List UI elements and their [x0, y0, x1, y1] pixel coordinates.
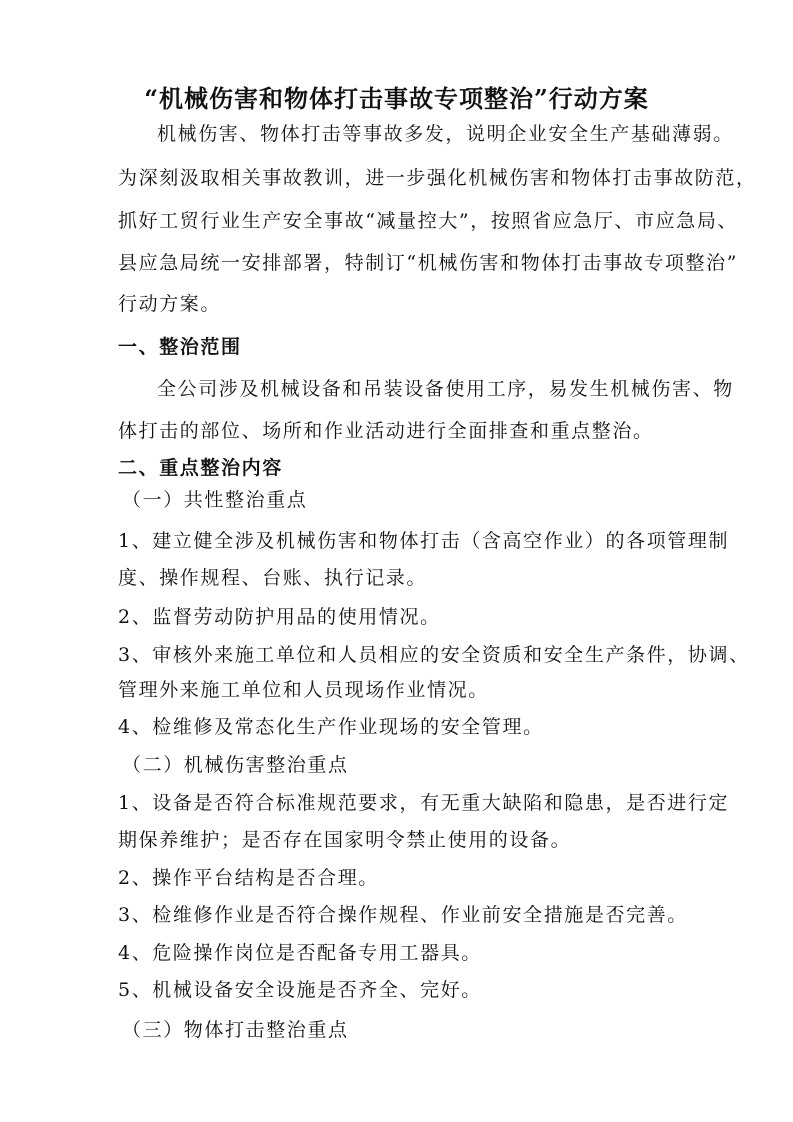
body-line: 管理外来施工单位和人员现场作业情况。: [118, 679, 489, 701]
body-line: 3、检维修作业是否符合操作规程、作业前安全措施是否完善。: [118, 904, 688, 926]
intro-line: 行动方案。: [118, 293, 222, 315]
body-line: 2、监督劳动防护用品的使用情况。: [118, 606, 441, 628]
subsection-heading: （一）共性整治重点: [122, 489, 308, 511]
body-line: 期保养维护；是否存在国家明令禁止使用的设备。: [118, 829, 572, 851]
body-line: 4、危险操作岗位是否配备专用工器具。: [118, 942, 482, 964]
body-line: 5、机械设备安全设施是否齐全、完好。: [118, 979, 482, 1001]
body-line: 度、操作规程、台账、执行记录。: [118, 567, 428, 589]
intro-line: 抓好工贸行业生产安全事故“减量控大”，按照省应急厅、市应急局、: [118, 210, 739, 232]
section-heading: 二、重点整治内容: [118, 457, 283, 479]
intro-line: 为深刻汲取相关事故教训，进一步强化机械伤害和物体打击事故防范，: [118, 167, 757, 189]
body-line: 2、操作平台结构是否合理。: [118, 867, 379, 889]
subsection-heading: （三）物体打击整治重点: [122, 1019, 349, 1041]
intro-line: 县应急局统一安排部署，特制订“机械伤害和物体打击事故专项整治”: [118, 252, 739, 274]
body-line: 体打击的部位、场所和作业活动进行全面排查和重点整治。: [118, 420, 654, 442]
body-line: 4、检维修及常态化生产作业现场的安全管理。: [118, 716, 544, 738]
subsection-heading: （二）机械伤害整治重点: [122, 754, 349, 776]
intro-line: 机械伤害、物体打击等事故多发，说明企业安全生产基础薄弱。: [157, 123, 734, 145]
section-heading: 一、整治范围: [118, 336, 242, 358]
body-line: 全公司涉及机械设备和吊装设备使用工序，易发生机械伤害、物: [157, 378, 734, 400]
body-line: 1、设备是否符合标准规范要求，有无重大缺陷和隐患，是否进行定: [118, 792, 730, 814]
body-line: 3、审核外来施工单位和人员相应的安全资质和安全生产条件，协调、: [118, 644, 750, 666]
document-title: “机械伤害和物体打击事故专项整治”行动方案: [144, 84, 649, 113]
body-line: 1、建立健全涉及机械伤害和物体打击（含高空作业）的各项管理制: [118, 530, 730, 552]
